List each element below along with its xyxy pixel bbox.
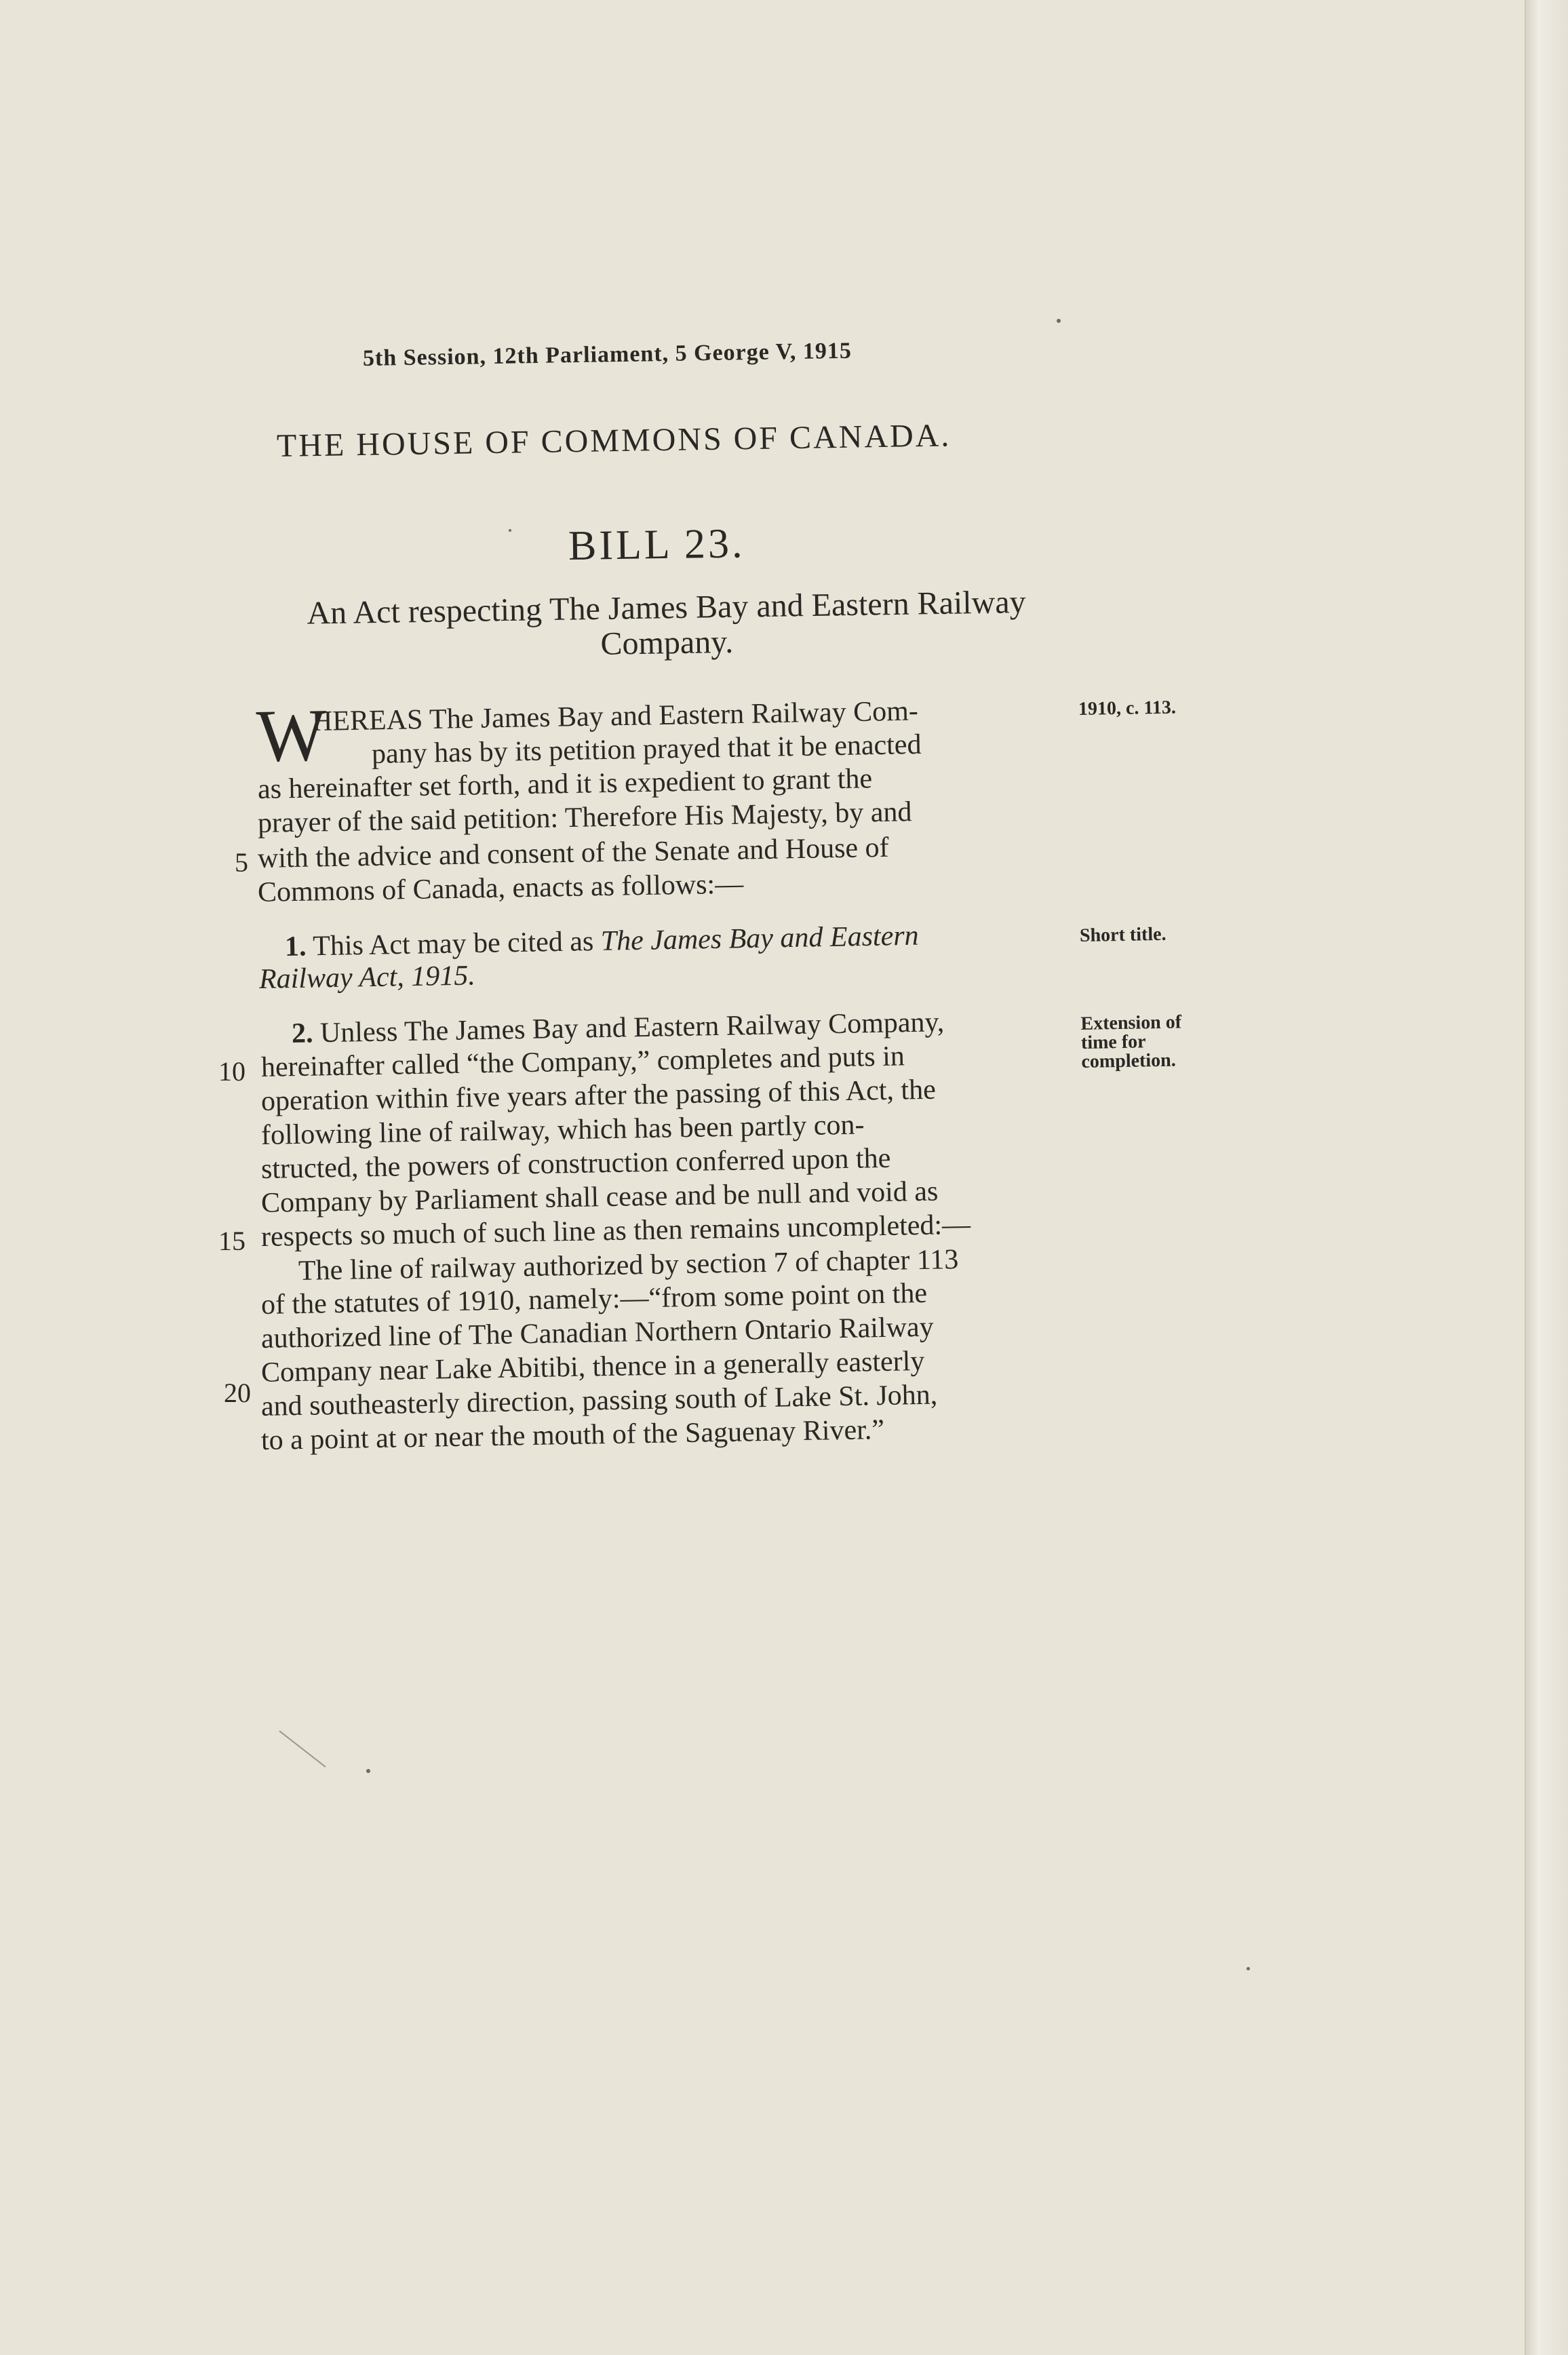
paper-speck [366, 1769, 370, 1773]
margin-note-short-title: Short title. [1079, 923, 1167, 946]
section-2-line-2: hereinafter called “the Company,” completes and puts in [260, 1040, 905, 1083]
line-number-20: 20 [224, 1378, 251, 1408]
section-1-short-title-a: The James Bay and Eastern [600, 920, 919, 957]
section-2-line-5: structed, the powers of construction conferred upon the [260, 1142, 891, 1185]
act-title-line-2: Company. [600, 623, 734, 662]
margin-note-1910: 1910, c. 113. [1078, 697, 1177, 720]
paper-speck [509, 529, 511, 532]
section-2-number: 2. [291, 1017, 313, 1049]
margin-note-extension-line-3: completion. [1081, 1049, 1176, 1072]
section-2-line-10: authorized line of The Canadian Northern Ontario Railway [260, 1311, 935, 1355]
section-1-text: This Act may be cited as [312, 926, 594, 962]
session-header: 5th Session, 12th Parliament, 5 George V, 1915 [362, 338, 852, 371]
section-1-number: 1. [284, 931, 307, 962]
preamble-line-4: prayer of the said petition: Therefore His Majesty, by and [257, 796, 912, 839]
section-1-short-title-b: Railway Act, 1915. [258, 960, 476, 995]
line-number-10: 10 [218, 1056, 246, 1087]
preamble-line-5: with the advice and consent of the Senate and House of [257, 832, 889, 874]
preamble-line-3: as hereinafter set forth, and it is expedient to grant the [257, 763, 873, 805]
section-1-line-1 [285, 920, 919, 963]
act-title-line-1: An Act respecting The James Bay and Eastern Railway [307, 584, 1026, 631]
preamble-line-2: pany has by its petition prayed that it be enacted [371, 728, 922, 770]
section-2-line-6: Company by Parliament shall cease and be null and void as [260, 1175, 939, 1219]
section-2-line-13: to a point at or near the mouth of the Saguenay River.” [260, 1414, 885, 1456]
section-2-line-4: following line of railway, which has been partly con- [260, 1109, 865, 1151]
section-2-line-12: and southeasterly direction, passing south of Lake St. John, [260, 1379, 938, 1422]
paper-scratch [278, 1730, 332, 1770]
margin-note-extension [1080, 1013, 1182, 1072]
section-2-line-11: Company near Lake Abitibi, thence in a generally easterly [260, 1345, 925, 1388]
house-title: THE HOUSE OF COMMONS OF CANADA. [276, 417, 952, 464]
paper-speck [1247, 1967, 1250, 1970]
section-2-line-8: The line of railway authorized by section 7 of chapter 113 [298, 1244, 959, 1287]
section-2-line-9: of the statutes of 1910, namely:—“from some point on the [260, 1277, 928, 1321]
preamble-line-6: Commons of Canada, enacts as follows:— [257, 868, 744, 908]
page-edge [1525, 0, 1568, 2355]
margin-note-extension-line-1: Extension of [1080, 1011, 1182, 1035]
act-title [249, 584, 1084, 667]
line-number-5: 5 [235, 847, 248, 878]
section-2-line-7: respects so much of such line as then remains uncompleted:— [260, 1209, 971, 1253]
preamble-line-1: HEREAS The James Bay and Eastern Railway Com- [311, 695, 919, 737]
section-2-line-3: operation within five years after the passing of this Act, the [260, 1074, 937, 1117]
bill-number: BILL 23. [568, 520, 745, 569]
preamble-dropcap: W [255, 693, 328, 777]
section-2-line-1-text: Unless The James Bay and Eastern Railway Company, [319, 1007, 945, 1049]
paper-speck [1057, 319, 1061, 323]
margin-note-extension-line-2: time for [1080, 1031, 1146, 1053]
line-number-15: 15 [218, 1226, 246, 1256]
